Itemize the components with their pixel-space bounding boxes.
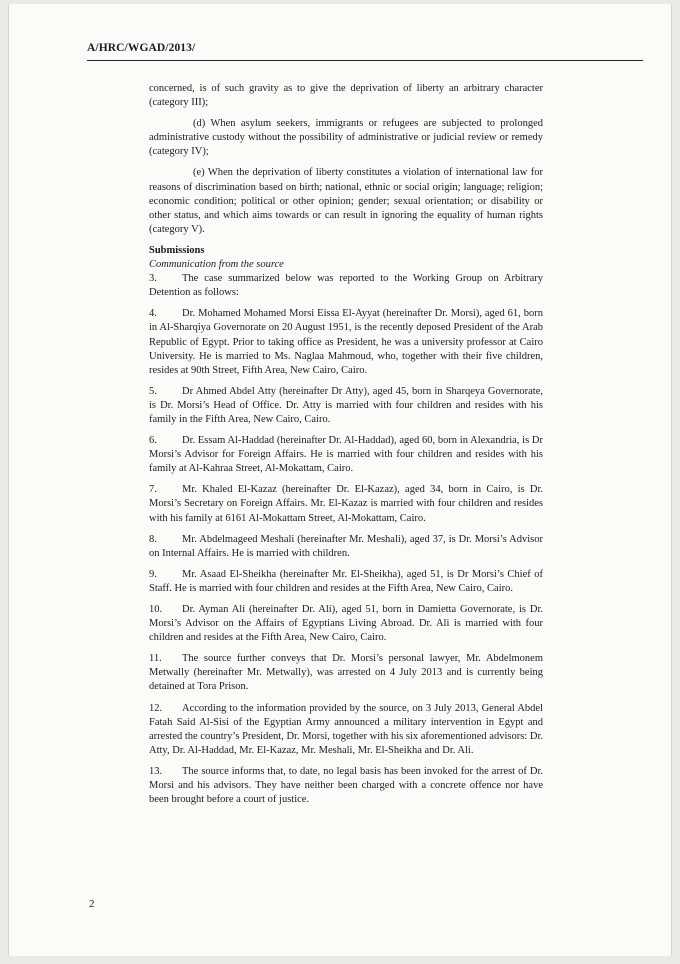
paragraph-8 [149, 533, 543, 561]
paragraph-text: Dr. Mohamed Mohamed Morsi Eissa El-Ayyat (hereinafter Dr. Morsi), aged 61, born in Al-Sharqiya Governorate on 20 August 1951, is the recently deposed President of the Arab Republic of Egypt. Prior to taking office as President, he was a university professor at Cairo University. He is married to Ms. Naglaa Mahmoud, who, together with their five children, resides at 90th Street, Fifth Area, New Cairo, Cairo. [149, 308, 543, 376]
paragraph-number: 9. [149, 568, 157, 580]
paragraph-13 [149, 765, 543, 807]
paragraph-5 [149, 385, 543, 427]
paragraph-number: 4. [149, 308, 157, 320]
paragraph-number: 3. [149, 273, 157, 285]
paragraph-text: Dr. Ayman Ali (hereinafter Dr. Ali), aged 51, born in Damietta Governorate, is Dr. Morsi’s Advisor on the Affairs of Egyptians Living Abroad. Dr. Ali is married with four children and resides at the Fifth Area, New Cairo, Cairo. [149, 604, 543, 644]
paragraph-9 [149, 568, 543, 596]
document-page [8, 4, 672, 956]
paragraph-text: The case summarized below was reported to the Working Group on Arbitrary Detention as follows: [149, 273, 543, 299]
paragraph-7 [149, 483, 543, 525]
criterion-e: (e) When the deprivation of liberty constitutes a violation of international law for reasons of discrimination based on birth; national, ethnic or social origin; language; religion; economic condition; political or other opinion; gender; sexual orientation; or disability or other status, and which aims towards or can result in ignoring the equality of human rights (category V). [149, 167, 543, 235]
criteria-list [149, 82, 543, 237]
paragraph-number: 10. [149, 604, 163, 615]
paragraph-number: 7. [149, 484, 157, 496]
submissions-heading: Submissions [149, 244, 205, 256]
paragraph-number: 12. [149, 702, 163, 714]
paragraph-number: 8. [149, 533, 157, 545]
header-rule [87, 60, 643, 61]
criterion-continuation: concerned, is of such gravity as to give the deprivation of liberty an arbitrary character (category III); [149, 83, 543, 109]
paragraph-text: Dr Ahmed Abdel Atty (hereinafter Dr Atty), aged 45, born in Sharqeya Governorate, is Dr. Morsi’s Head of Office. Dr. Atty is married with four children and resides with his family in the Fifth Area, New Cairo, Cairo. [149, 385, 543, 425]
paragraph-10 [149, 603, 543, 645]
paragraph-text: Dr. Essam Al-Haddad (hereinafter Dr. Al-Haddad), aged 60, born in Alexandria, is Dr Morsi’s Advisor for Foreign Affairs. He is married with four children and resides with his family at Al-Kahraa Street, Al-Mokattam, Cairo. [149, 435, 543, 475]
paragraph-number: 6. [149, 435, 157, 447]
document-symbol: A/HRC/WGAD/2013/ [87, 42, 196, 54]
paragraph-text: Mr. Abdelmageed Meshali (hereinafter Mr. Meshali), aged 37, is Dr. Morsi’s Advisor on Internal Affairs. He is married with children. [149, 533, 543, 559]
paragraph-text: The source informs that, to date, no legal basis has been invoked for the arrest of Dr. Morsi and his advisors. They have neither been charged with a concrete offence nor have been brought before a court of justice. [149, 765, 543, 806]
paragraph-text: Mr. Asaad El-Sheikha (hereinafter Mr. El-Sheikha), aged 51, is Dr Morsi’s Chief of Staff. He is married with four children and resides at the Fifth Area, New Cairo, Cairo. [149, 568, 543, 594]
communication-heading: Communication from the source [149, 259, 284, 271]
paragraph-number: 13. [149, 765, 163, 777]
page-number: 2 [89, 898, 95, 910]
paragraph-12 [149, 702, 543, 758]
paragraph-number: 5. [149, 385, 157, 397]
paragraph-text: The source further conveys that Dr. Morsi’s personal lawyer, Mr. Abdelmonem Metwally (hereinafter Mr. Metwally), was arrested on 4 July 2013 and is currently being detained at Tora Prison. [149, 653, 543, 693]
paragraph-6 [149, 434, 543, 476]
document-body [149, 82, 543, 814]
paragraph-text: Mr. Khaled El-Kazaz (hereinafter Dr. El-Kazaz), aged 34, born in Cairo, is Dr. Morsi’s Secretary on Foreign Affairs. Mr. El-Kazaz is married with four children and resides with his family at 6161 Al-Mokattam Street, Al-Mokattam, Cairo. [149, 484, 543, 524]
paragraph-text: According to the information provided by the source, on 3 July 2013, General Abdel Fatah Said Al-Sisi of the Egyptian Army announced a military intervention in Egypt and arrested the country’s President, Dr. Morsi, together with his six aforementioned advisors: Dr. Atty, Dr. Al-Haddad, Mr. El-Kazaz, Mr. Meshali, Mr. El-Sheikha and Dr. Ali. [149, 702, 543, 756]
paragraph-number: 11. [149, 653, 162, 665]
paragraph-11 [149, 652, 543, 694]
paragraph-list [149, 272, 543, 807]
paragraph-4 [149, 307, 543, 377]
paragraph-3 [149, 272, 543, 300]
criterion-d: (d) When asylum seekers, immigrants or refugees are subjected to prolonged administrative custody without the possibility of administrative or judicial review or remedy (category IV); [149, 118, 543, 158]
